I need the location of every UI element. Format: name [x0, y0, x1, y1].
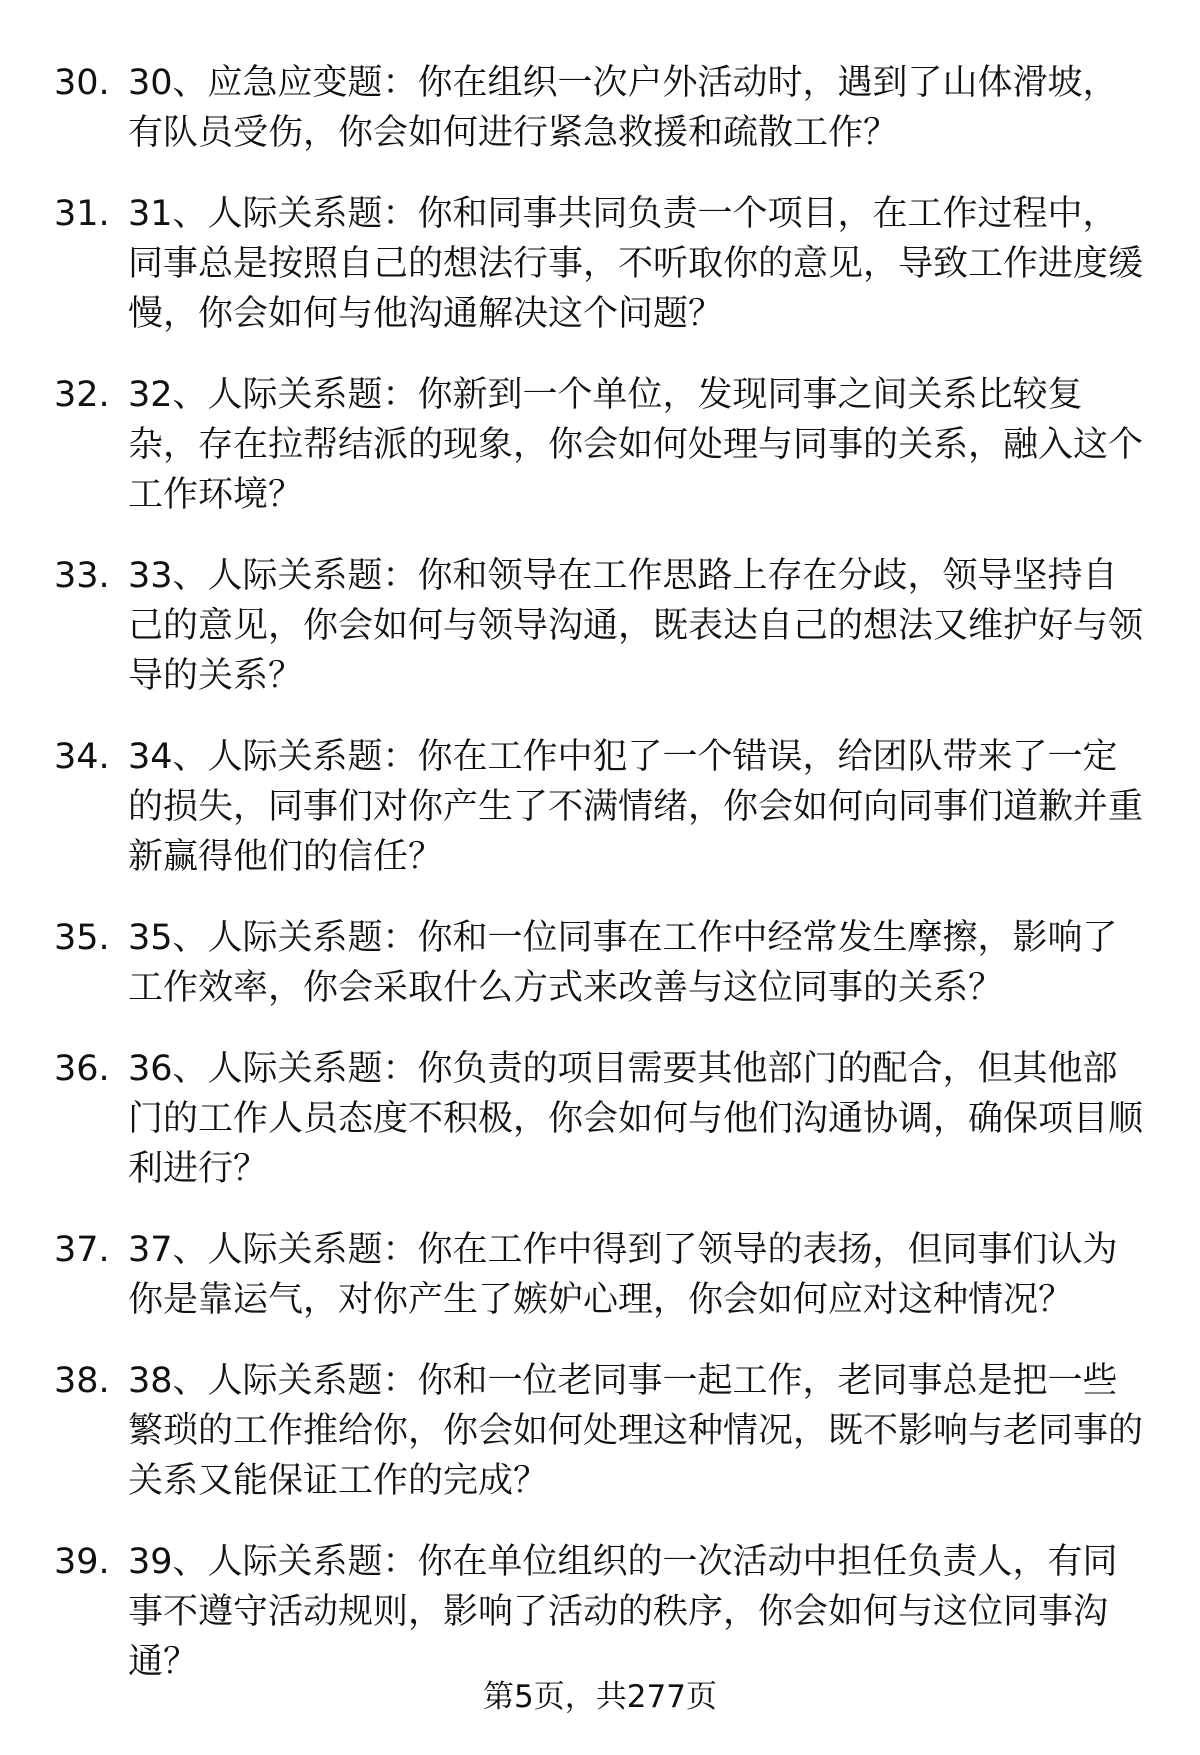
question-number: 37.	[54, 1230, 110, 1270]
question-list	[0, 58, 1200, 1718]
question-number: 36.	[54, 1049, 110, 1089]
question-item	[0, 1537, 1200, 1687]
question-item	[0, 913, 1200, 1013]
question-text: 35、人际关系题：你和一位同事在工作中经常发生摩擦，影响了工作效率，你会采取什么方式来改善与这位同事的关系？	[128, 918, 1118, 1008]
question-number: 33.	[54, 556, 110, 596]
question-number: 30.	[54, 63, 110, 103]
question-text: 37、人际关系题：你在工作中得到了领导的表扬，但同事们认为你是靠运气，对你产生了嫉妒心理，你会如何应对这种情况？	[128, 1230, 1118, 1320]
question-text: 39、人际关系题：你在单位组织的一次活动中担任负责人，有同事不遵守活动规则，影响了活动的秩序，你会如何与这位同事沟通？	[128, 1542, 1118, 1682]
question-item	[0, 189, 1200, 339]
question-item	[0, 1044, 1200, 1194]
question-number: 34.	[54, 737, 110, 777]
question-item	[0, 58, 1200, 158]
question-number: 38.	[54, 1361, 110, 1401]
question-text: 33、人际关系题：你和领导在工作思路上存在分歧，领导坚持自己的意见，你会如何与领导沟通，既表达自己的想法又维护好与领导的关系？	[128, 556, 1144, 696]
question-text: 36、人际关系题：你负责的项目需要其他部门的配合，但其他部门的工作人员态度不积极，你会如何与他们沟通协调，确保项目顺利进行？	[128, 1049, 1144, 1189]
page-footer: 第5页，共277页	[483, 1679, 717, 1715]
question-item	[0, 551, 1200, 701]
question-item	[0, 1356, 1200, 1506]
question-item	[0, 1225, 1200, 1325]
question-text: 31、人际关系题：你和同事共同负责一个项目，在工作过程中，同事总是按照自己的想法行事，不听取你的意见，导致工作进度缓慢，你会如何与他沟通解决这个问题？	[128, 194, 1144, 334]
question-text: 34、人际关系题：你在工作中犯了一个错误，给团队带来了一定的损失，同事们对你产生了不满情绪，你会如何向同事们道歉并重新赢得他们的信任？	[128, 737, 1144, 877]
question-number: 39.	[54, 1542, 110, 1582]
question-text: 38、人际关系题：你和一位老同事一起工作，老同事总是把一些繁琐的工作推给你，你会如何处理这种情况，既不影响与老同事的关系又能保证工作的完成？	[128, 1361, 1144, 1501]
question-number: 32.	[54, 375, 110, 415]
question-item	[0, 370, 1200, 520]
question-number: 31.	[54, 194, 110, 234]
question-item	[0, 732, 1200, 882]
question-number: 35.	[54, 918, 110, 958]
question-text: 32、人际关系题：你新到一个单位，发现同事之间关系比较复杂，存在拉帮结派的现象，你会如何处理与同事的关系，融入这个工作环境？	[128, 375, 1144, 515]
question-text: 30、应急应变题：你在组织一次户外活动时，遇到了山体滑坡，有队员受伤，你会如何进行紧急救援和疏散工作？	[128, 63, 1118, 153]
